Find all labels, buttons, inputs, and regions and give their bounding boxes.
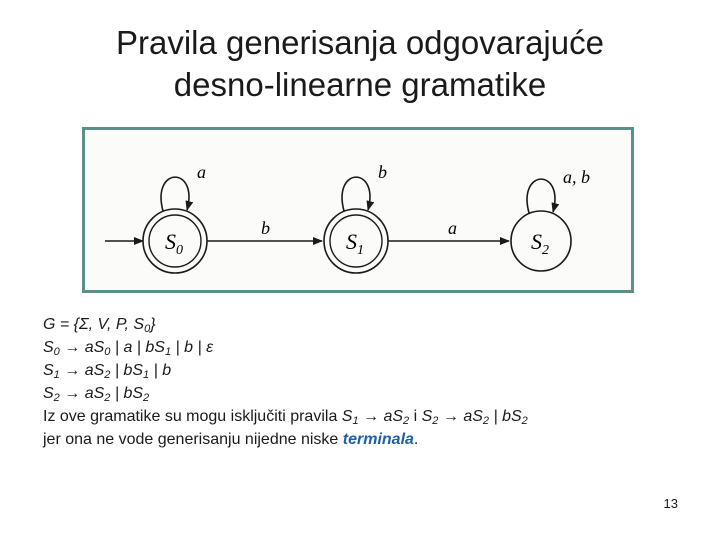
rule-s2: $S_2 \to aS_2$ | $bS_2$ bbox=[43, 385, 150, 404]
loop-s1-label: b bbox=[378, 162, 387, 182]
page-number: 13 bbox=[663, 496, 678, 511]
automaton-diagram bbox=[85, 130, 631, 290]
edge-s0-s1-label: b bbox=[261, 218, 270, 238]
slide-title bbox=[60, 22, 660, 106]
automaton-figure bbox=[82, 127, 634, 293]
loop-s0-label: a bbox=[197, 162, 206, 182]
terminala-highlight: terminala bbox=[342, 431, 414, 448]
grammar-text bbox=[43, 313, 683, 451]
state-s2-label: $S_2$ bbox=[531, 229, 549, 258]
edge-s1-s2-label: a bbox=[448, 218, 457, 238]
state-s0-label: $S_0$ bbox=[165, 229, 183, 258]
state-s2 bbox=[511, 211, 571, 271]
loop-s2-label: a, b bbox=[563, 167, 590, 187]
loop-s1 bbox=[342, 177, 370, 211]
title-line-1: Pravila generisanja odgovarajuće bbox=[116, 24, 604, 61]
rule-s1: $S_1 \to aS_2$ | $bS_1$ | b bbox=[43, 362, 172, 381]
state-s0 bbox=[143, 209, 207, 273]
state-s1-label: $S_1$ bbox=[346, 229, 364, 258]
note-line-1: Iz ove gramatike su mogu isključiti pravila $S_1 \to aS_2$ i $S_2 \to aS_2$ | $bS_2$ bbox=[43, 408, 528, 427]
note-line-2: jer ona ne vode generisanju nijedne niske terminala. bbox=[43, 431, 419, 448]
rule-s0: $S_0 \to aS_0$ | a | $bS_1$ | b | ε bbox=[43, 339, 214, 358]
title-line-2: desno-linearne gramatike bbox=[173, 66, 547, 103]
loop-s2 bbox=[527, 179, 555, 213]
state-s1 bbox=[324, 209, 388, 273]
grammar-definition: G = {Σ, V, P, $S_0$} bbox=[43, 316, 156, 335]
loop-s0 bbox=[161, 177, 189, 211]
